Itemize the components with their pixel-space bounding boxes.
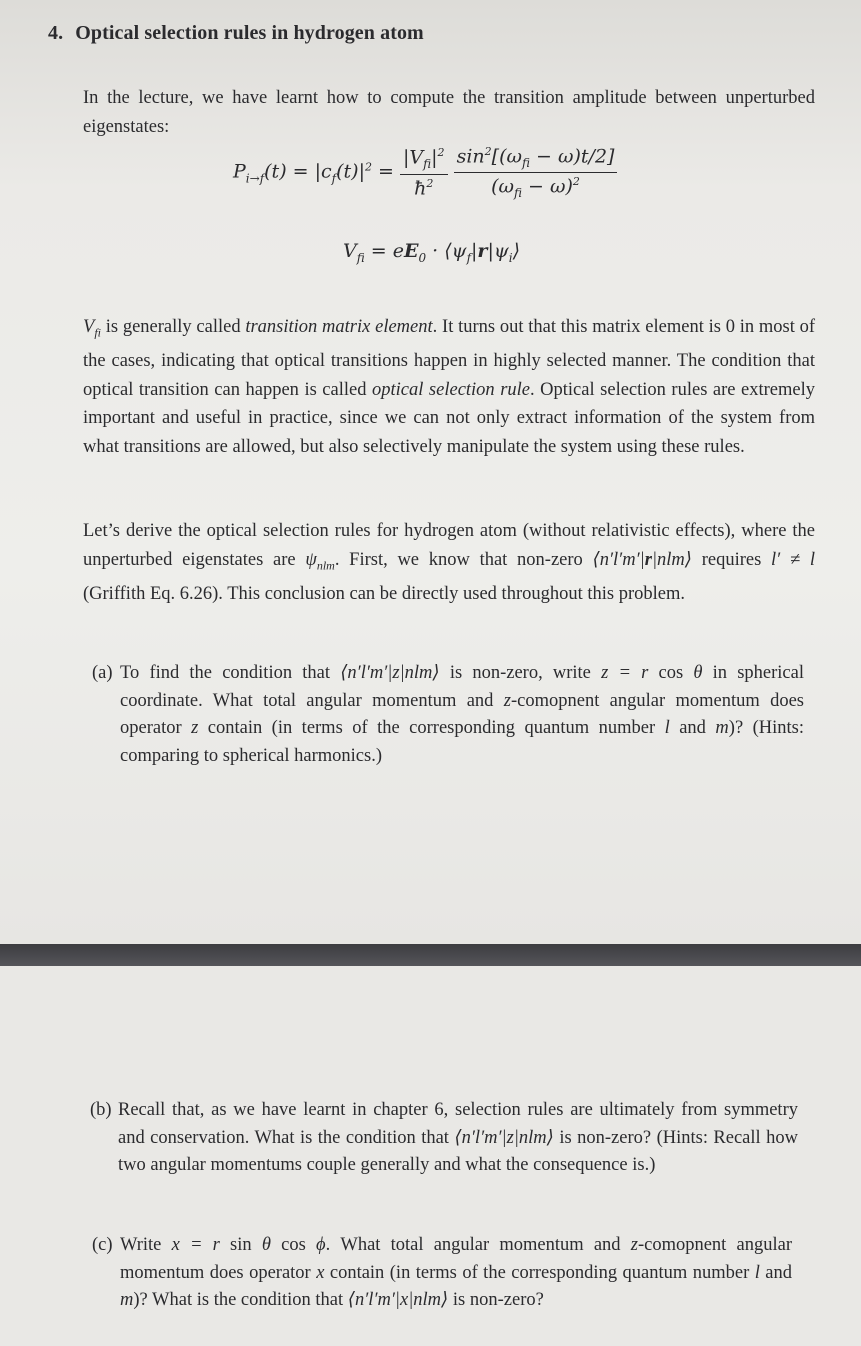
qa-text-5: contain (in terms of the corresponding quantum number (198, 718, 665, 738)
matrix-element-paragraph: $V_{fi}$ is generally called transition matrix element. It turns out that this matrix element is 0 in most of the cases, indicating that optical transitions happen in highly selected manner. The condition that optical transition can happen is called optical selection rule. Optical selection rules are extremely important and useful in practice, since we can not only extract information of the system from what transitions are allowed, but also selectively manipulate the system using these rules. (83, 317, 816, 457)
p2-text-1: Let’s derive the optical selection rules for hydrogen atom (without relativistic effects), where the unperturbed eigenstates are (83, 521, 815, 570)
p1-text-1: is generally called (100, 317, 246, 337)
qa-text-1: To find the condition that (120, 663, 341, 683)
qb-text-2: is non-zero? (Hints: Recall how two angular momentums couple generally and what the consequence is.) (118, 1127, 799, 1175)
qc-text-3: -comopnent angular momentum does operator (120, 1235, 792, 1283)
p1-term-optical-selection-rule: optical selection rule (372, 379, 531, 400)
qc-text-4: contain (in terms of the corresponding quantum number (324, 1262, 755, 1283)
question-b: (b) Recall that, as we have learnt in chapter 6, selection rules are ultimately from symmetry and conservation. What is the condition that ⟨n′l′m′|z|nlm⟩ is non-zero? (Hints: Recall how two angular momentums couple generally and what the consequence is.) (90, 1097, 798, 1180)
p2-text-2: . First, we know that non-zero (334, 549, 593, 570)
question-c-label: (c) (92, 1235, 113, 1255)
question-a-label: (a) (92, 663, 113, 683)
p2-text-3: requires (692, 549, 772, 570)
derivation-paragraph: Let’s derive the optical selection rules for hydrogen atom (without relativistic effects), where the unperturbed eigenstates are $\psi_{nlm}$. First, we know that non-zero ⟨n′l′m′|r|nlm⟩ requires l′ ≠ l (Griffith Eq. 6.26). This conclusion can be directly used throughout this problem. (83, 521, 815, 604)
qa-text-6: and (669, 718, 716, 738)
matrix-element-equation: $V_{fi} = eE_0$ · $⟨\psi_f|r|\psi_i⟩$ (343, 240, 521, 265)
page-divider (0, 944, 861, 966)
p1-text-3: . Optical selection rules are extremely important and useful in practice, since we can not only extract information of the system from what transitions are allowed, but also selectively manipulate the system using these rules. (83, 379, 816, 457)
qa-text-7: )? (Hints: comparing to spherical harmonics.) (120, 718, 805, 766)
question-b-label: (b) (90, 1100, 112, 1120)
qc-text-6: )? What is the condition that (133, 1290, 348, 1310)
qa-text-3: in spherical coordinate. What total angular momentum and (120, 663, 804, 711)
p2-text-4: (Griffith Eq. 6.26). This conclusion can be directly used throughout this problem. (83, 583, 685, 604)
transition-probability-equation: $P_{i\to f}(t) = |c_f(t)|^2$ = $\frac{|V_{fi}|^2}{ħ^2}$ $\frac{\sin^2[(\omega_{fi} - \omega)t/2]}{(\omega_{fi} - \omega)^2}$ (233, 145, 617, 200)
intro-paragraph: In the lecture, we have learnt how to compute the transition amplitude between unperturbed eigenstates: (83, 88, 815, 137)
qc-text-1: Write (120, 1235, 172, 1255)
qc-text-7: is non-zero? (448, 1290, 544, 1310)
qc-text-2: . What total angular momentum and (325, 1235, 631, 1255)
qa-text-2: is non-zero, write (439, 663, 602, 683)
problem-number: 4. (48, 22, 64, 44)
p1-text-2: . It turns out that this matrix element is 0 in most of the cases, indicating that optical transitions happen in highly selected manner. The condition that optical transition can happen is called (83, 317, 815, 400)
qb-text-1: Recall that, as we have learnt in chapter 6, selection rules are ultimately from symmetry and conservation. What is the condition that (118, 1100, 798, 1148)
problem-heading (48, 22, 424, 45)
qa-text-4: -comopnent angular momentum does operator (120, 690, 804, 738)
question-a: (a) To find the condition that ⟨n′l′m′|z|nlm⟩ is non-zero, write z = r cos θ in spherical coordinate. What total angular momentum and z-comopnent angular momentum does operator z contain (in terms of the corresponding quantum number l and m)? (Hints: comparing to spherical harmonics.) (92, 660, 804, 770)
qc-text-5: and (759, 1262, 792, 1283)
p1-term-transition-matrix-element: transition matrix element (245, 317, 433, 337)
problem-title: Optical selection rules in hydrogen atom (75, 22, 424, 44)
question-c: (c) Write x = r sin θ cos ϕ. What total angular momentum and z-comopnent angular momentum does operator x contain (in terms of the corresponding quantum number l and m)? What is the condition that ⟨n′l′m′|x|nlm⟩ is non-zero? (92, 1232, 792, 1315)
